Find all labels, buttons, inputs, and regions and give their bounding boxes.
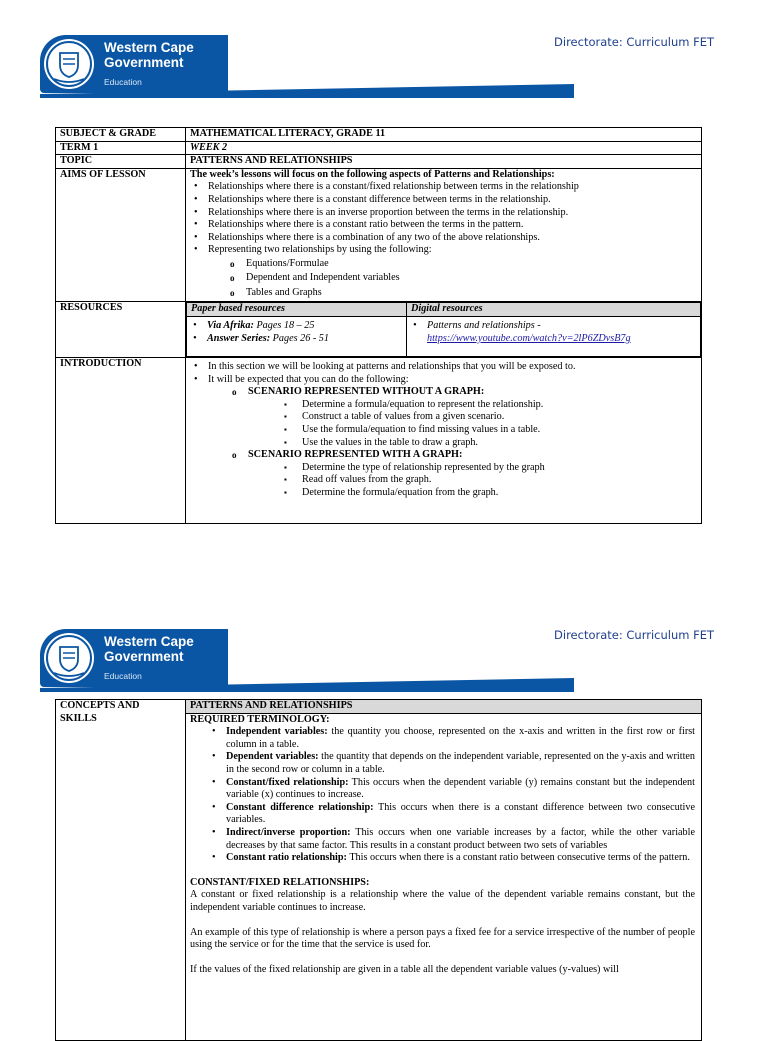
paper-resources-header: Paper based resources	[187, 303, 407, 317]
coat-of-arms-icon	[44, 633, 94, 683]
paragraph: If the values of the fixed relationship are given in a table all the dependent variable values (y-values) will	[190, 963, 619, 975]
aims-list	[190, 181, 697, 300]
list-item: • Answer Series: Pages 26 - 51	[207, 333, 402, 346]
list-item: • Constant difference relationship: This occurs when there is a constant difference between two consecutive variables.	[226, 802, 695, 827]
list-item: • Constant/fixed relationship: This occurs when the dependent variable (y) remains constant but the independent variable (x) continues to increase.	[226, 777, 695, 802]
coat-of-arms-icon	[44, 39, 94, 89]
introduction-label: INTRODUCTION	[56, 358, 186, 524]
list-item: o SCENARIO REPRESENTED WITHOUT A GRAPH: ▪ Determine a formula/equation to represent the relationship. ▪ Construct a table of values from a given scenario. ▪ Use the formula/equation to find missing values in a table. ▪ Use the values in the table to draw a graph.	[248, 386, 697, 449]
list-item: • Relationships where there is a constant/fixed relationship between terms in the relationship	[208, 181, 697, 194]
aims-label: AIMS OF LESSON	[56, 168, 186, 302]
logo-title: Western Cape Government	[104, 634, 194, 664]
term-label: TERM 1	[56, 141, 186, 155]
paragraph: An example of this type of relationship is where a person pays a fixed fee for a service irrespective of the number of people using the service or for the time that the service is used for.	[190, 926, 695, 951]
list-item: ▪ Determine the formula/equation from the graph.	[302, 487, 697, 500]
table-row	[56, 128, 702, 142]
list-item: • Relationships where there is a combination of any two of the above relationships.	[208, 232, 697, 245]
list-item: • Relationships where there is a constant difference between terms in the relationship.	[208, 194, 697, 207]
fixed-relationships-title: CONSTANT/FIXED RELATIONSHIPS:	[190, 876, 370, 888]
list-item: o Tables and Graphs	[246, 286, 697, 301]
table-row	[56, 302, 702, 358]
paper-resources-list	[191, 320, 402, 345]
list-item: • Representing two relationships by using the following: o Equations/Formulae o Dependent and Independent variables o Tables and Graphs	[208, 244, 697, 300]
subject-value: MATHEMATICAL LITERACY, GRADE 11	[186, 128, 702, 142]
table-row	[56, 358, 702, 524]
representation-list	[208, 257, 697, 301]
topic-value: PATTERNS AND RELATIONSHIPS	[186, 155, 702, 169]
digital-resources-header: Digital resources	[407, 303, 701, 317]
table-row	[56, 155, 702, 169]
list-item: o Dependent and Independent variables	[246, 271, 697, 286]
list-item: • It will be expected that you can do the following: o SCENARIO REPRESENTED WITHOUT A GRAPH: ▪ Determine a formula/equation to represent the relationship. ▪ Construct a table of values from a given scenario. ▪ Use the formula/equation to find missing values in a table. ▪ Use the values in the table to draw a graph. o SCENARIO REPRESENTED WITH A GRAPH: ▪ Determine the type of relationship represented by the graph ▪ Read off values from the graph. ▪ Determine the formula/equation from the graph.	[208, 374, 697, 500]
subject-label: SUBJECT & GRADE	[56, 128, 186, 142]
list-item: • Relationships where there is a constant ratio between the terms in the pattern.	[208, 219, 697, 232]
list-item: ▪ Construct a table of values from a given scenario.	[302, 411, 697, 424]
terminology-title: REQUIRED TERMINOLOGY:	[190, 713, 330, 725]
topic-label: TOPIC	[56, 155, 186, 169]
directorate-label: Directorate: Curriculum FET	[554, 628, 714, 642]
list-item: ▪ Use the values in the table to draw a graph.	[302, 437, 697, 450]
list-item: ▪ Use the formula/equation to find missing values in a table.	[302, 424, 697, 437]
introduction-list	[190, 361, 697, 500]
header-bar	[40, 84, 574, 98]
list-item: o SCENARIO REPRESENTED WITH A GRAPH: ▪ Determine the type of relationship represented by the graph ▪ Read off values from the graph. ▪ Determine the formula/equation from the graph.	[248, 449, 697, 499]
term-value: WEEK 2	[186, 141, 702, 155]
paragraph: A constant or fixed relationship is a relationship where the value of the dependent variable remains constant, but the independent variable continues to increase.	[190, 889, 695, 913]
resources-table	[186, 302, 701, 357]
scenario-list	[208, 386, 697, 499]
resources-label: RESOURCES	[56, 302, 186, 358]
table-row	[56, 141, 702, 155]
concepts-table	[55, 699, 702, 1041]
list-item: • Independent variables: the quantity you choose, represented on the x-axis and written in the first row or first column in a table.	[226, 726, 695, 751]
header-bar	[40, 678, 574, 692]
scenario1-list	[248, 399, 697, 449]
concepts-label: CONCEPTS AND SKILLS	[56, 700, 186, 1041]
list-item: ▪ Determine the type of relationship represented by the graph	[302, 462, 697, 475]
list-item: • Patterns and relationships - https://www.youtube.com/watch?v=2lP6ZDvsB7g	[427, 320, 696, 345]
digital-resources-list	[411, 320, 696, 345]
list-item: • Via Afrika: Pages 18 – 25	[207, 320, 402, 333]
list-item: ▪ Read off values from the graph.	[302, 474, 697, 487]
aims-intro: The week’s lessons will focus on the following aspects of Patterns and Relationships:	[190, 168, 555, 180]
youtube-link[interactable]: https://www.youtube.com/watch?v=2lP6ZDvsB7g	[427, 332, 631, 344]
table-row	[56, 700, 702, 1041]
directorate-label: Directorate: Curriculum FET	[554, 35, 714, 49]
list-item: • Indirect/inverse proportion: This occurs when one variable increases by a factor, while the other variable decreases by that same factor. This results in a constant product between two sets of variables	[226, 827, 695, 852]
list-item: ▪ Determine a formula/equation to represent the relationship.	[302, 399, 697, 412]
logo-subtitle: Education	[104, 671, 142, 681]
terminology-list	[190, 726, 695, 865]
table-row	[56, 168, 702, 302]
list-item: • Constant ratio relationship: This occurs when there is a constant ratio between consecutive terms of the pattern.	[226, 852, 695, 865]
list-item: o Equations/Formulae	[246, 257, 697, 272]
logo-subtitle: Education	[104, 77, 142, 87]
list-item: • Relationships where there is an inverse proportion between the terms in the relationship.	[208, 207, 697, 220]
lesson-overview-table	[55, 127, 702, 524]
logo-title: Western Cape Government	[104, 40, 194, 70]
scenario2-list	[248, 462, 697, 500]
section-title: PATTERNS AND RELATIONSHIPS	[186, 700, 701, 714]
list-item: • Dependent variables: the quantity that depends on the independent variable, represented on the y-axis and written in the second row or column in a table.	[226, 751, 695, 776]
list-item: • In this section we will be looking at patterns and relationships that you will be exposed to.	[208, 361, 697, 374]
